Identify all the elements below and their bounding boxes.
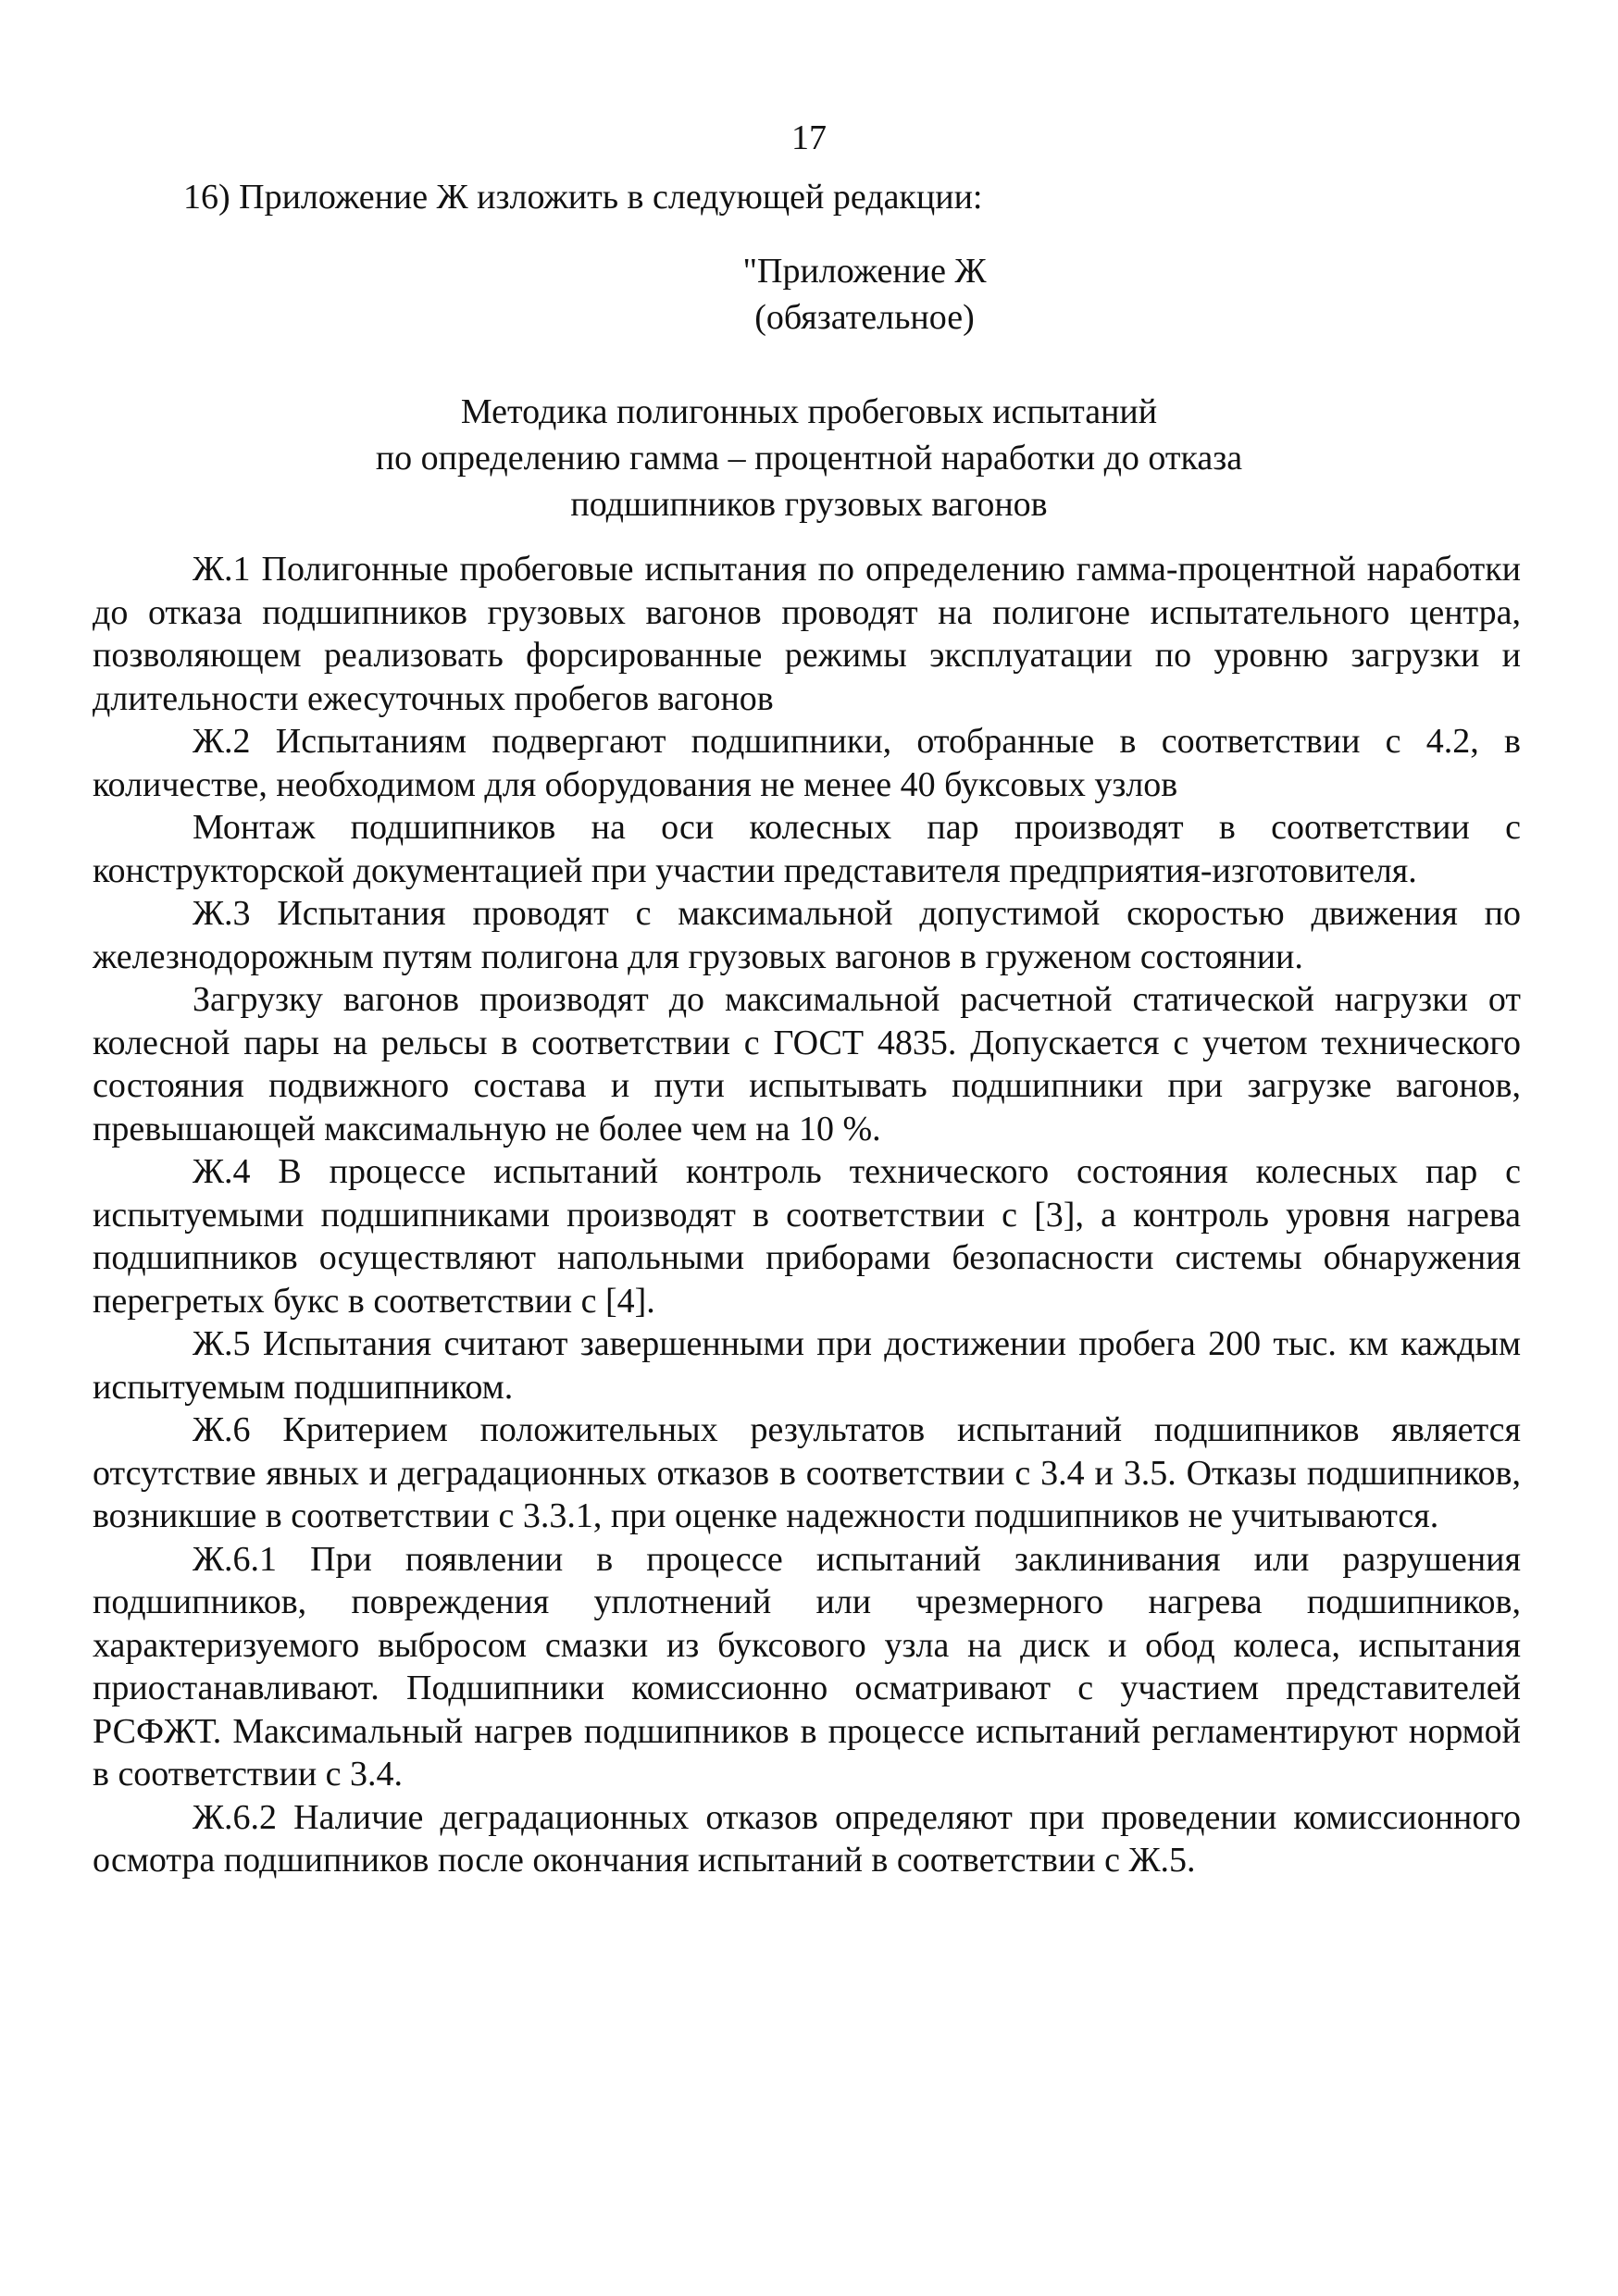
- clause-zh2: Ж.2 Испытаниям подвергают подшипники, отобранные в соответствии с 4.2, в количестве, необходимом для оборудования не менее 40 буксовых узлов: [93, 722, 1521, 804]
- clause-zh1: Ж.1 Полигонные пробеговые испытания по определению гамма-процентной наработки до отказа подшипников грузовых вагонов проводят на полигоне испытательного центра, позволяющем реализовать форсированные режимы эксплуатации по уровню загрузки и длительности ежесуточных пробегов вагонов: [93, 550, 1521, 718]
- clause-zh4: Ж.4 В процессе испытаний контроль технического состояния колесных пар с испытуемыми подшипниками производят в соответствии с [3], а контроль уровня нагрева подшипников осуществляют напольными приборами безопасности системы обнаружения перегретых букс в соответствии с [4].: [93, 1152, 1521, 1321]
- method-title-line: Методика полигонных пробеговых испытаний: [460, 392, 1158, 431]
- clause-zh6: Ж.6 Критерием положительных результатов испытаний подшипников является отсутствие явных и деградационных отказов в соответствии с 3.4 и 3.5. Отказы подшипников, возникшие в соответствии с 3.3.1, при оценке надежности подшипников не учитываются.: [93, 1410, 1521, 1535]
- amendment-intro: 16) Приложение Ж изложить в следующей редакции:: [183, 178, 983, 217]
- clause-zh3: Ж.3 Испытания проводят с максимальной допустимой скоростью движения по железнодорожным путям полигона для грузовых вагонов в груженом состоянии.: [93, 894, 1521, 976]
- method-title-line: подшипников грузовых вагонов: [570, 485, 1048, 524]
- clause-zh2-mounting: Монтаж подшипников на оси колесных пар производят в соответствии с конструкторской документацией при участии представителя предприятия-изготовителя.: [93, 808, 1521, 890]
- heading-spacer: [0, 341, 1618, 389]
- annex-title: "Приложение Ж: [742, 252, 987, 291]
- annex-heading: [0, 248, 1618, 527]
- clause-zh5: Ж.5 Испытания считают завершенными при достижении пробега 200 тыс. км каждым испытуемым подшипником.: [93, 1324, 1521, 1407]
- page-number: 17: [791, 118, 827, 157]
- clause-zh3-loading: Загрузку вагонов производят до максимальной расчетной статической нагрузки от колесной пары на рельсы в соответствии с ГОСТ 4835. Допускается с учетом технического состояния подвижного состава и пути испытывать подшипники при загрузке вагонов, превышающей максимальную не более чем на 10 %.: [93, 980, 1521, 1148]
- clause-zh6-2: Ж.6.2 Наличие деградационных отказов определяют при проведении комиссионного осмотра подшипников после окончания испытаний в соответствии с Ж.5.: [93, 1797, 1521, 1880]
- clause-zh6-1: Ж.6.1 При появлении в процессе испытаний заклинивания или разрушения подшипников, повреждения уплотнений или чрезмерного нагрева подшипников, характеризуемого выбросом смазки из буксового узла на диск и обод колеса, испытания приостанавливают. Подшипники комиссионно осматривают с участием представителей РСФЖТ. Максимальный нагрев подшипников в процессе испытаний регламентируют нормой в соответствии с 3.4.: [93, 1539, 1521, 1793]
- annex-status: (обязательное): [754, 298, 975, 337]
- method-title-line: по определению гамма – процентной наработки до отказа: [375, 439, 1243, 478]
- annex-body: [93, 548, 1521, 1882]
